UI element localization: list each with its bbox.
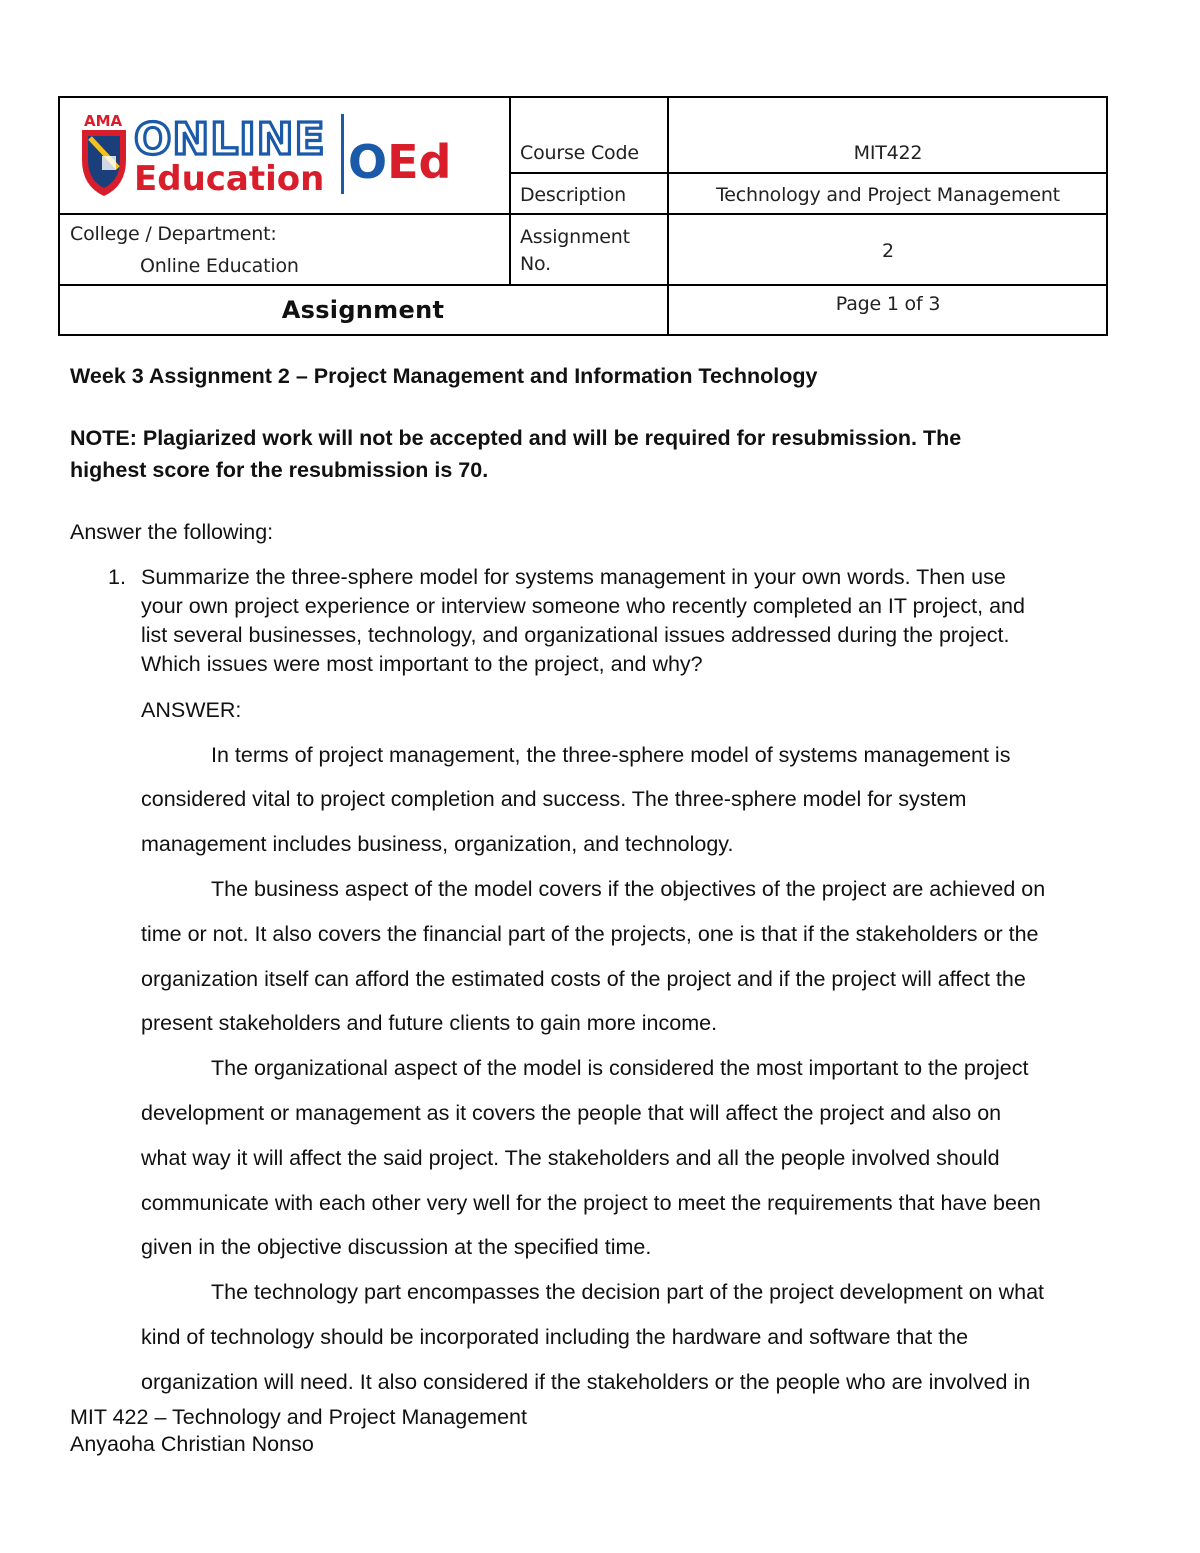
answer-line: time or not. It also covers the financial part of the projects, one is that if the stakeholders or the — [141, 922, 1039, 946]
divider — [668, 172, 1108, 174]
answer-line: development or management as it covers the people that will affect the project and also on — [141, 1101, 1002, 1125]
answer-line: present stakeholders and future clients to gain more income. — [141, 1011, 718, 1035]
answer-line: management includes business, organization, and technology. — [141, 832, 734, 856]
answer-line: kind of technology should be incorporated including the hardware and software that the — [141, 1325, 969, 1349]
answer-line: The technology part encompasses the decision part of the project development on what — [211, 1280, 1045, 1304]
divider — [509, 96, 511, 286]
footer-course: MIT 422 – Technology and Project Management — [70, 1405, 527, 1429]
answer-line: given in the objective discussion at the specified time. — [141, 1235, 652, 1259]
divider — [509, 172, 669, 174]
logo-graphic — [78, 108, 478, 198]
question-line: Which issues were most important to the project, and why? — [141, 652, 703, 676]
online-education-logo — [78, 108, 478, 198]
description-value: Technology and Project Management — [716, 184, 1060, 206]
assignment-no-label-2: No. — [520, 253, 551, 275]
answer-line: In terms of project management, the three-sphere model of systems management is — [211, 743, 1011, 767]
ama-label: AMA — [84, 112, 123, 130]
college-label: College / Department: — [70, 223, 277, 245]
answer-line: The organizational aspect of the model is considered the most important to the project — [211, 1056, 1029, 1080]
description-label: Description — [520, 184, 627, 206]
answer-line: organization will need. It also considered if the stakeholders or the people who are involved in — [141, 1370, 1031, 1394]
question-line: Summarize the three-sphere model for systems management in your own words. Then use — [141, 565, 1006, 589]
instruction: Answer the following: — [70, 520, 274, 544]
note-line-1: NOTE: Plagiarized work will not be accepted and will be required for resubmission. The — [70, 426, 962, 450]
online-word: ONLINE — [134, 114, 326, 165]
answer-line: The business aspect of the model covers if the objectives of the project are achieved on — [211, 877, 1046, 901]
answer-label: ANSWER: — [141, 698, 242, 722]
page-indicator: Page 1 of 3 — [835, 293, 941, 315]
course-code-value: MIT422 — [853, 142, 923, 164]
question-line: list several businesses, technology, and organizational issues addressed during the project. — [141, 623, 1010, 647]
divider — [58, 284, 1108, 286]
question-number: 1. — [108, 565, 126, 589]
answer-line: organization itself can afford the estimated costs of the project and if the project will affect the — [141, 967, 1026, 991]
assignment-heading: Week 3 Assignment 2 – Project Management and Information Technology — [70, 364, 818, 388]
answer-line: considered vital to project completion and success. The three-sphere model for system — [141, 787, 967, 811]
college-value: Online Education — [140, 255, 299, 277]
footer-author: Anyaoha Christian Nonso — [70, 1432, 314, 1456]
shield-book — [102, 156, 116, 170]
answer-line: what way it will affect the said project. The stakeholders and all the people involved should — [141, 1146, 1000, 1170]
divider — [58, 213, 1108, 215]
answer-line: communicate with each other very well for the project to meet the requirements that have been — [141, 1191, 1041, 1215]
logo-divider — [341, 114, 344, 194]
assignment-no-value: 2 — [882, 240, 894, 262]
assignment-title: Assignment — [281, 296, 445, 324]
header-table — [58, 96, 1108, 336]
question-line: your own project experience or interview someone who recently completed an IT project, and — [141, 594, 1025, 618]
oed-word: OEd — [348, 135, 452, 189]
note-line-2: highest score for the resubmission is 70. — [70, 458, 489, 482]
course-code-label: Course Code — [520, 142, 639, 164]
education-word: Education — [134, 159, 325, 198]
assignment-no-label: Assignment — [520, 226, 630, 248]
